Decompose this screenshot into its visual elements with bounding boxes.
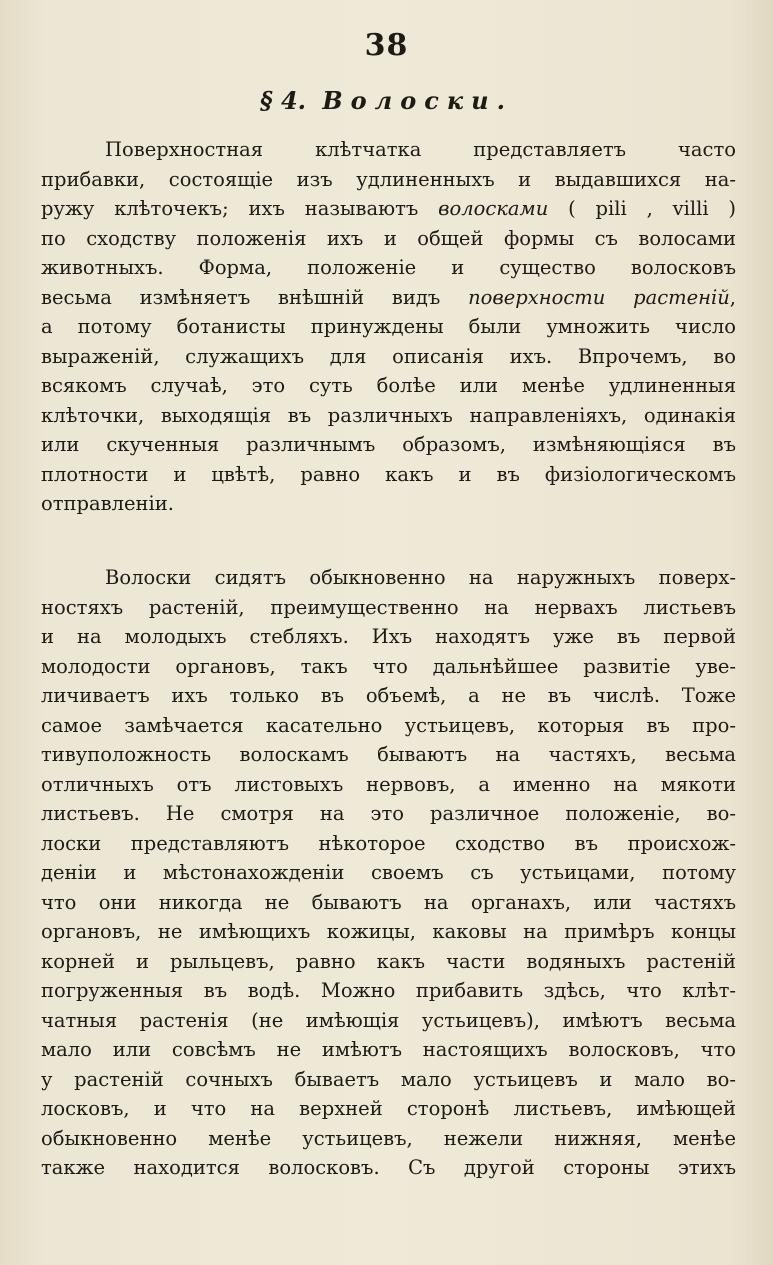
text-segment: весьма измѣняетъ внѣшній видъ [41,285,441,309]
section-number: § 4. [260,86,307,115]
text-line: Поверхностная клѣтчатка представляетъ часто [105,138,736,161]
text-line: Волоски сидятъ обыкновенно на наружныхъ поверх- [105,566,736,589]
text-line: чатныя растенія (не имѣющія устьицевъ), имѣютъ весьма [41,1008,736,1032]
text-segment: ( pili , villi ) [568,197,736,220]
text-line: отправленіи. [41,492,174,515]
text-line: прибавки, состоящіе изъ удлиненныхъ и выдавшихся на- [41,167,736,191]
text-line: отличныхъ отъ листовыхъ нервовъ, а именно на мякоти [41,772,736,796]
text-line: клѣточки, выходящія въ различныхъ направленіяхъ, одинакія [41,403,736,427]
text-line: деніи и мѣстонахожденіи своемъ съ устьицами, потому [41,861,736,884]
text-line: корней и рыльцевъ, равно какъ части водяныхъ растеній [41,949,736,973]
text-line: также находится волосковъ. Съ другой стороны этихъ [41,1156,736,1179]
section-heading [0,86,773,115]
text-line: а потому ботанисты принуждены были умножить число [41,315,736,338]
section-title: Волоски. [322,86,513,115]
text-segment: ружу клѣточекъ; ихъ называютъ [41,197,419,220]
italic-term: волосками [438,197,549,220]
text-line [41,194,736,224]
text-line: погруженныя въ водѣ. Можно прибавить здѣсь, что клѣт- [41,979,736,1002]
text-line: мало или совсѣмъ не имѣютъ настоящихъ волосковъ, что [41,1038,736,1061]
text-segment: , [729,285,736,309]
text-line: молодости органовъ, такъ что дальнѣйшее развитіе уве- [41,654,736,678]
text-line: всякомъ случаѣ, это суть болѣе или менѣе удлиненныя [41,374,736,397]
text-line: что они никогда не бываютъ на органахъ, или частяхъ [41,890,736,914]
italic-term: поверхности растеній [468,285,730,309]
text-line: выраженій, служащихъ для описанія ихъ. Впрочемъ, во [41,344,736,368]
text-line: ностяхъ растеній, преимущественно на нервахъ листьевъ [41,595,736,619]
text-line: животныхъ. Форма, положеніе и существо волосковъ [41,256,736,279]
text-line: или скученныя различнымъ образомъ, измѣняющіяся въ [41,433,736,456]
text-line: и на молодыхъ стебляхъ. Ихъ находятъ уже въ первой [41,625,736,648]
text-line: самое замѣчается касательно устьицевъ, которыя въ про- [41,713,736,737]
text-line: обыкновенно менѣе устьицевъ, нежели нижняя, менѣе [41,1126,736,1150]
text-line: у растеній сочныхъ бываетъ мало устьицевъ и мало во- [41,1067,736,1091]
text-line: лоски представляютъ нѣкоторое сходство въ происхож- [41,831,736,855]
text-line: органовъ, не имѣющихъ кожицы, каковы на примѣръ концы [41,920,736,943]
text-line: листьевъ. Не смотря на это различное положеніе, во- [41,802,736,825]
paragraph-2 [41,563,736,1183]
page-number: 38 [364,28,409,63]
paragraph-1 [41,135,736,519]
text-line: плотности и цвѣтѣ, равно какъ и въ физіологическомъ [41,462,736,486]
text-line: по сходству положенія ихъ и общей формы съ волосами [41,226,736,250]
text-line: тивуположность волоскамъ бываютъ на частяхъ, весьма [41,743,736,766]
text-line [41,283,736,313]
text-line: личиваетъ ихъ только въ объемѣ, а не въ числѣ. Тоже [41,684,736,707]
text-line: лосковъ, и что на верхней сторонѣ листьевъ, имѣющей [41,1097,736,1120]
